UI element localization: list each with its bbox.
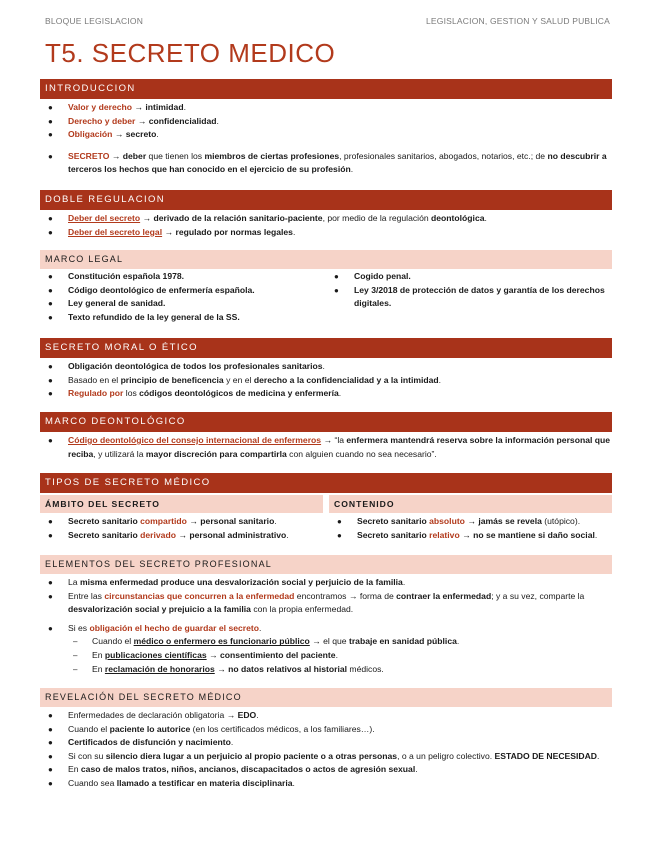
section-heading: SECRETO MORAL O ÉTICO	[40, 338, 612, 358]
list-item: ● Valor y derecho → intimidad.	[48, 102, 186, 112]
list-item: ● Regulado por los códigos deontológicos de medicina y enfermería.	[48, 388, 342, 399]
sub-list-item: – En publicaciones científicas → consentimiento del paciente.	[73, 649, 338, 660]
list-item: ● Ley 3/2018 de protección de datos y garantía de los derechos digitales.	[334, 284, 605, 309]
list-item: ● Secreto sanitario compartido → personal sanitario.	[48, 516, 277, 526]
list-item: ● Entre las circunstancias que concurren a la enfermedad encontramos → forma de contraer la enfermedad; y a su vez, comparte la desvalorización social y prejuicio a la familia con la propia enfermedad.	[48, 590, 585, 615]
list	[40, 434, 612, 461]
list-item: ● Si con su silencio diera lugar a un perjuicio al propio paciente o a otras personas, o a un peligro colectivo. ESTADO DE NECESIDAD.	[48, 750, 600, 761]
section-heading: TIPOS DE SECRETO MÉDICO	[40, 473, 612, 493]
section-revelacion	[40, 688, 612, 791]
section-secreto-moral	[40, 338, 612, 401]
list-item: ● Deber del secreto legal → regulado por normas legales.	[48, 226, 296, 237]
list-item: ● Cuando sea llamado a testificar en materia disciplinaria.	[48, 777, 295, 788]
two-columns	[40, 495, 612, 542]
list-item: ● Derecho y deber → confidencialidad.	[48, 115, 219, 126]
section-marco-deontologico	[40, 412, 612, 461]
list-item: ● La misma enfermedad produce una desvalorización social y perjuicio de la familia.	[48, 577, 406, 587]
list-item: ● Deber del secreto → derivado de la relación sanitario-paciente, por medio de la regulación deontológica.	[48, 213, 487, 223]
section-marco-legal	[40, 250, 612, 324]
list	[40, 360, 612, 401]
list-item: ● Texto refundido de la ley general de la SS.	[48, 311, 240, 322]
list	[40, 576, 612, 676]
list-item: ● SECRETO → deber que tienen los miembros de ciertas profesiones, profesionales sanitarios, abogados, notarios, etc.; de no descubrir a terceros los hechos que han conocido en el ejercicio de su profesión.	[48, 150, 607, 175]
list-item: ● Cogido penal.	[334, 271, 411, 281]
list-item: ● Código deontológico del consejo internacional de enfermeros → “la enfermera mantendrá reserva sobre la información personal que reciba, y utilizará la mayor discreción para compartirla con alguien cuando no sea necesario”.	[48, 435, 611, 459]
subheading-contenido: CONTENIDO	[329, 495, 612, 513]
column-contenido	[329, 495, 612, 542]
section-heading: INTRODUCCION	[40, 79, 612, 99]
list-item: ● Si es obligación el hecho de guardar el secreto.	[48, 622, 262, 633]
list	[40, 212, 612, 239]
list-item: ● Constitución española 1978.	[48, 271, 185, 281]
section-heading: DOBLE REGULACION	[40, 190, 612, 210]
section-heading: ELEMENTOS DEL SECRETO PROFESIONAL	[40, 555, 612, 574]
list-item: ● Cuando el paciente lo autorice (en los certificados médicos, a los familiares…).	[48, 723, 375, 734]
subheading-ambito: ÁMBITO DEL SECRETO	[40, 495, 323, 513]
list	[40, 515, 323, 542]
running-header-left: BLOQUE LEGISLACION	[45, 16, 144, 26]
list-item: ● Ley general de sanidad.	[48, 298, 166, 309]
list-item: ● Obligación deontológica de todos los profesionales sanitarios.	[48, 361, 325, 371]
two-columns	[40, 270, 612, 324]
list-item: ● En caso de malos tratos, niños, ancianos, discapacitados o actos de agresión sexual.	[48, 764, 418, 775]
list-item: ● Secreto sanitario absoluto → jamás se revela (utópico).	[337, 516, 581, 526]
section-heading: REVELACIÓN DEL SECRETO MÉDICO	[40, 688, 612, 707]
list-left	[40, 270, 326, 324]
list-item: ● Código deontológico de enfermería española.	[48, 284, 255, 295]
list-item: ● Basado en el principio de beneficencia y en el derecho a la confidencialidad y a la intimidad.	[48, 374, 442, 385]
list-item: ● Enfermedades de declaración obligatoria → EDO.	[48, 710, 259, 720]
list	[40, 101, 612, 177]
page-title: T5. SECRETO MEDICO	[45, 38, 336, 68]
list	[329, 515, 612, 542]
section-elementos	[40, 555, 612, 676]
section-introduccion	[40, 79, 612, 177]
list-item: ● Obligación → secreto.	[48, 129, 159, 140]
section-tipos	[40, 473, 612, 542]
list-item: ● Secreto sanitario derivado → personal administrativo.	[48, 529, 289, 540]
list	[40, 709, 612, 791]
list-right	[326, 270, 612, 324]
running-header-right: LEGISLACION, GESTION Y SALUD PUBLICA	[425, 16, 610, 26]
list-item: ● Secreto sanitario relativo → no se mantiene si daño social.	[337, 529, 598, 540]
column-ambito	[40, 495, 323, 542]
sub-list-item: – Cuando el médico o enfermero es funcionario público → el que trabaje en sanidad pública.	[73, 636, 460, 647]
list-item: ● Certificados de disfunción y nacimiento.	[48, 737, 234, 748]
section-heading: MARCO DEONTOLÓGICO	[40, 412, 612, 432]
sub-list-item: – En reclamación de honorarios → no datos relativos al historial médicos.	[73, 663, 384, 674]
section-heading: MARCO LEGAL	[40, 250, 612, 269]
section-doble-regulacion	[40, 190, 612, 239]
